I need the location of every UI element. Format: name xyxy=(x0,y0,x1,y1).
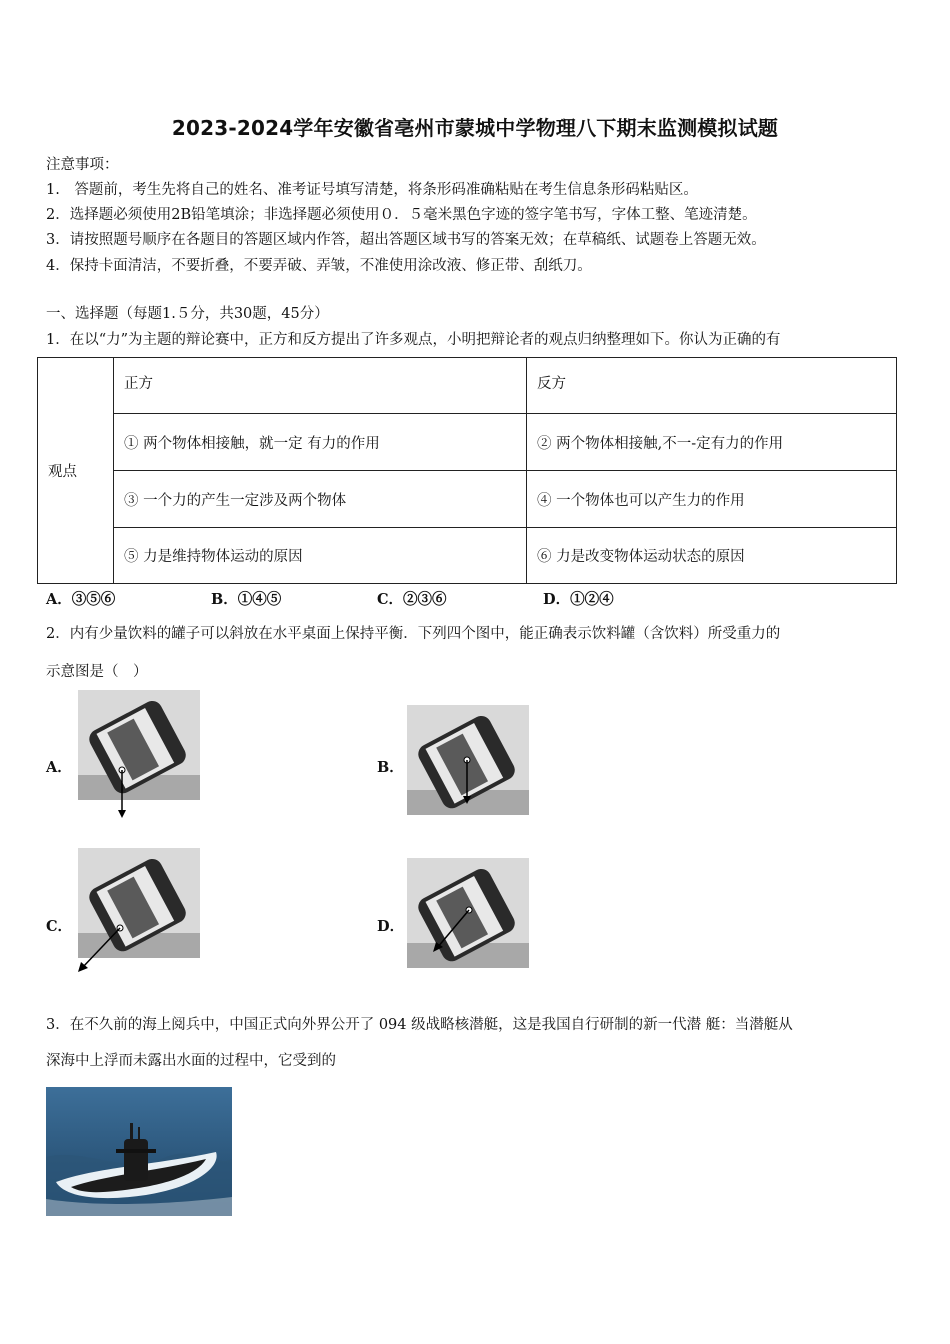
submarine-photo xyxy=(46,1087,232,1216)
question-2-stem: 2．内有少量饮料的罐子可以斜放在水平桌面上保持平衡．下列四个图中，能正确表示饮料罐（含饮料）所受重力的 xyxy=(46,626,781,642)
table-cell: ④ 一个物体也可以产生力的作用 xyxy=(527,471,897,528)
table-cell: ③ 一个力的产生一定涉及两个物体 xyxy=(114,471,527,528)
can-figure-d xyxy=(407,858,529,970)
question-1-options xyxy=(0,588,950,608)
table-cell: ① 两个物体相接触，就一定 有力的作用 xyxy=(114,414,527,471)
col-header-neg: 反方 xyxy=(527,358,897,414)
choice-label-a: A． xyxy=(46,759,72,776)
option-c: C．②③⑥ xyxy=(377,591,447,608)
notice-item: 3．请按照题号顺序在各题目的答题区域内作答，超出答题区域书写的答案无效；在草稿纸、试题卷上答题无效。 xyxy=(46,232,766,248)
choice-label-d: D． xyxy=(377,918,405,935)
notice-item: 4．保持卡面清洁，不要折叠，不要弄破、弄皱，不准使用涂改液、修正带、刮纸刀。 xyxy=(46,258,592,274)
table-cell: ⑤ 力是维持物体运动的原因 xyxy=(114,528,527,584)
option-b: B．①④⑤ xyxy=(211,591,282,608)
choice-label-c: C． xyxy=(46,918,73,935)
notice-heading: 注意事项： xyxy=(46,157,119,173)
option-d: D．①②④ xyxy=(543,591,614,608)
section-heading: 一、选择题（每题1.５分，共30题，45分） xyxy=(46,306,329,322)
question-3-stem: 深海中上浮而未露出水面的过程中，它受到的 xyxy=(46,1053,336,1069)
debate-table xyxy=(37,357,897,584)
question-3-stem: 3．在不久前的海上阅兵中，中国正式向外界公开了 094 级战略核潜艇，这是我国自行研制的新一代潜 艇：当潜艇从 xyxy=(46,1017,793,1033)
table-cell: ⑥ 力是改变物体运动状态的原因 xyxy=(527,528,897,584)
can-figure-b xyxy=(407,705,529,815)
question-2-stem: 示意图是（ ） xyxy=(46,664,148,680)
notice-item: 1. 答题前，考生先将自己的姓名、准考证号填写清楚，将条形码准确粘贴在考生信息条形码粘贴区。 xyxy=(46,182,698,198)
table-cell: ② 两个物体相接触,不一-定有力的作用 xyxy=(527,414,897,471)
can-figure-c xyxy=(76,848,200,974)
page-title: 2023-2024学年安徽省亳州市蒙城中学物理八下期末监测模拟试题 xyxy=(171,116,779,140)
choice-label-b: B． xyxy=(377,759,404,776)
notice-item: 2．选择题必须使用2B铅笔填涂；非选择题必须使用０．５毫米黑色字迹的签字笔书写，字体工整、笔迹清楚。 xyxy=(46,207,757,223)
option-a: A．③⑤⑥ xyxy=(46,591,116,608)
question-1-stem: 1．在以“力”为主题的辩论赛中，正方和反方提出了许多观点，小明把辩论者的观点归纳整理如下。你认为正确的有 xyxy=(46,332,781,348)
row-header: 观点 xyxy=(38,358,114,584)
col-header-pos: 正方 xyxy=(114,358,527,414)
can-figure-a xyxy=(78,690,200,820)
